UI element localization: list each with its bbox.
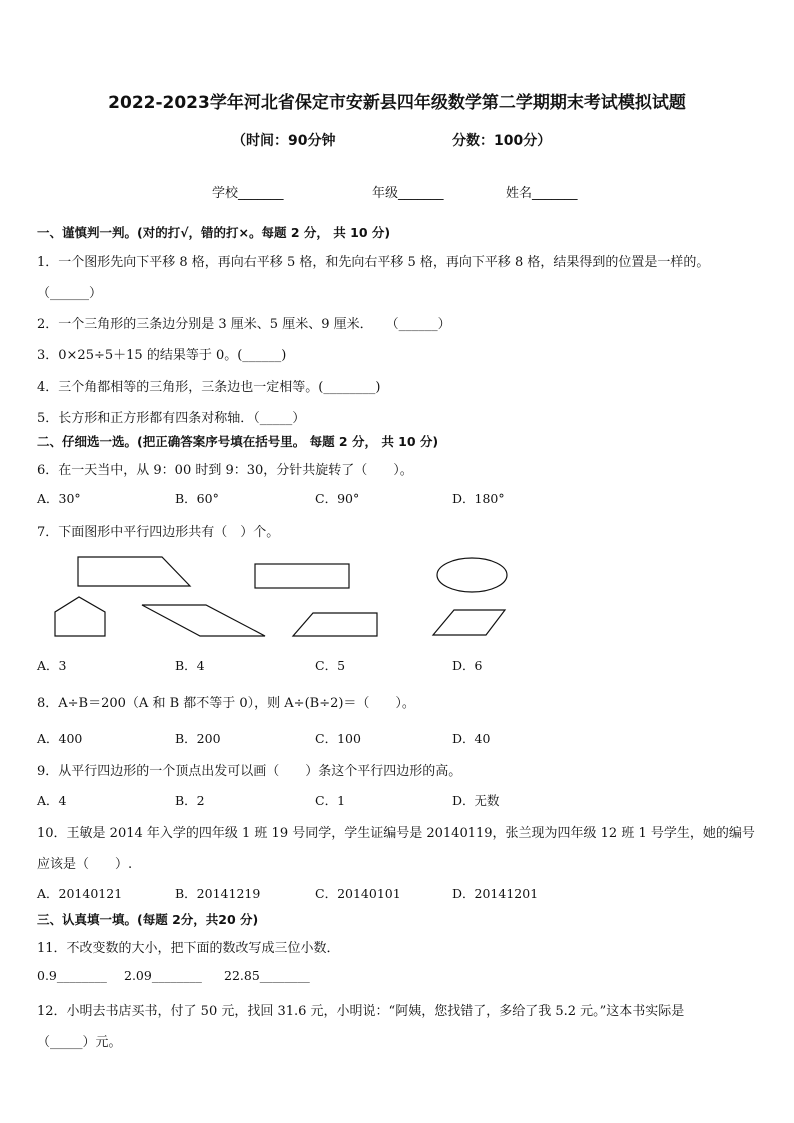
question-4: 4．三个角都相等的三角形，三条边也一定相等。(________) bbox=[37, 380, 381, 395]
q7-option-c: C．5 bbox=[315, 658, 346, 673]
q7-shapes-figure bbox=[40, 552, 520, 644]
question-12-blank: （_____）元。 bbox=[37, 1035, 122, 1050]
q11-blank-3: 22.85________ bbox=[224, 968, 310, 983]
exam-title: 2022-2023学年河北省保定市安新县四年级数学第二学期期末考试模拟试题 bbox=[108, 93, 686, 113]
q6-option-d: D．180° bbox=[452, 491, 505, 506]
section-2-heading: 二、仔细选一选。(把正确答案序号填在括号里。 每题 2 分， 共 10 分) bbox=[37, 434, 439, 449]
rectangle-shape bbox=[255, 564, 349, 588]
time-limit: （时间：90分钟 bbox=[232, 133, 336, 149]
q8-option-a: A．400 bbox=[37, 731, 83, 746]
q8-option-d: D．40 bbox=[452, 731, 491, 746]
q6-option-a: A．30° bbox=[37, 491, 81, 506]
q8-option-c: C．100 bbox=[315, 731, 361, 746]
q6-option-b: B．60° bbox=[175, 491, 219, 506]
question-7: 7．下面图形中平行四边形共有（ ）个。 bbox=[37, 525, 280, 540]
school-field: 学校_______ bbox=[212, 186, 284, 201]
q7-option-a: A．3 bbox=[37, 658, 67, 673]
q9-option-b: B．2 bbox=[175, 793, 205, 808]
question-6: 6．在一天当中，从 9：00 时到 9：30，分针共旋转了（ ）。 bbox=[37, 463, 413, 478]
q10-option-d: D．20141201 bbox=[452, 886, 539, 901]
section-1-heading: 一、谨慎判一判。(对的打√，错的打×。每题 2 分， 共 10 分) bbox=[37, 225, 391, 240]
q7-option-b: B．4 bbox=[175, 658, 205, 673]
question-2: 2．一个三角形的三条边分别是 3 厘米、5 厘米、9 厘米． （______） bbox=[37, 317, 451, 332]
question-8: 8．A÷B＝200（A 和 B 都不等于 0），则 A÷(B÷2)＝（ ）。 bbox=[37, 696, 415, 711]
question-3: 3．0×25÷5＋15 的结果等于 0。(______) bbox=[37, 348, 287, 363]
question-10-continued: 应该是（ ）. bbox=[37, 857, 133, 872]
q9-option-c: C．1 bbox=[315, 793, 346, 808]
q9-option-d: D．无数 bbox=[452, 793, 500, 808]
question-11: 11．不改变数的大小，把下面的数改写成三位小数． bbox=[37, 941, 340, 956]
q9-option-a: A．4 bbox=[37, 793, 67, 808]
parallelogram-shape-1 bbox=[142, 605, 265, 636]
q10-option-a: A．20140121 bbox=[37, 886, 123, 901]
question-5: 5．长方形和正方形都有四条对称轴．（_____） bbox=[37, 411, 306, 426]
q7-option-d: D．6 bbox=[452, 658, 483, 673]
ellipse-shape bbox=[437, 558, 507, 592]
question-10: 10．王敏是 2014 年入学的四年级 1 班 19 号同学，学生证编号是 20140119，张兰现为四年级 12 班 1 号学生，她的编号 bbox=[37, 826, 755, 841]
trapezoid-shape bbox=[78, 557, 190, 586]
parallelogram-shape-2 bbox=[293, 613, 377, 636]
question-12: 12．小明去书店买书，付了 50 元，找回 31.6 元，小明说：“阿姨，您找错了，多给了我 5.2 元。”这本书实际是 bbox=[37, 1004, 685, 1019]
pentagon-shape bbox=[55, 597, 105, 636]
q10-option-b: B．20141219 bbox=[175, 886, 261, 901]
q8-option-b: B．200 bbox=[175, 731, 221, 746]
grade-field: 年级_______ bbox=[372, 186, 444, 201]
rhombus-shape bbox=[433, 610, 505, 635]
q11-blank-1: 0.9________ bbox=[37, 968, 107, 983]
question-1-blank: （______） bbox=[37, 286, 103, 301]
question-9: 9．从平行四边形的一个顶点出发可以画（ ）条这个平行四边形的高。 bbox=[37, 764, 462, 779]
q11-blank-2: 2.09________ bbox=[124, 968, 202, 983]
section-3-heading: 三、认真填一填。(每题 2分，共20 分) bbox=[37, 912, 259, 927]
total-score: 分数：100分） bbox=[452, 133, 552, 149]
q10-option-c: C．20140101 bbox=[315, 886, 401, 901]
name-field: 姓名_______ bbox=[506, 186, 578, 201]
q6-option-c: C．90° bbox=[315, 491, 360, 506]
question-1: 1．一个图形先向下平移 8 格，再向右平移 5 格，和先向右平移 5 格，再向下平移 8 格，结果得到的位置是一样的。 bbox=[37, 255, 710, 270]
